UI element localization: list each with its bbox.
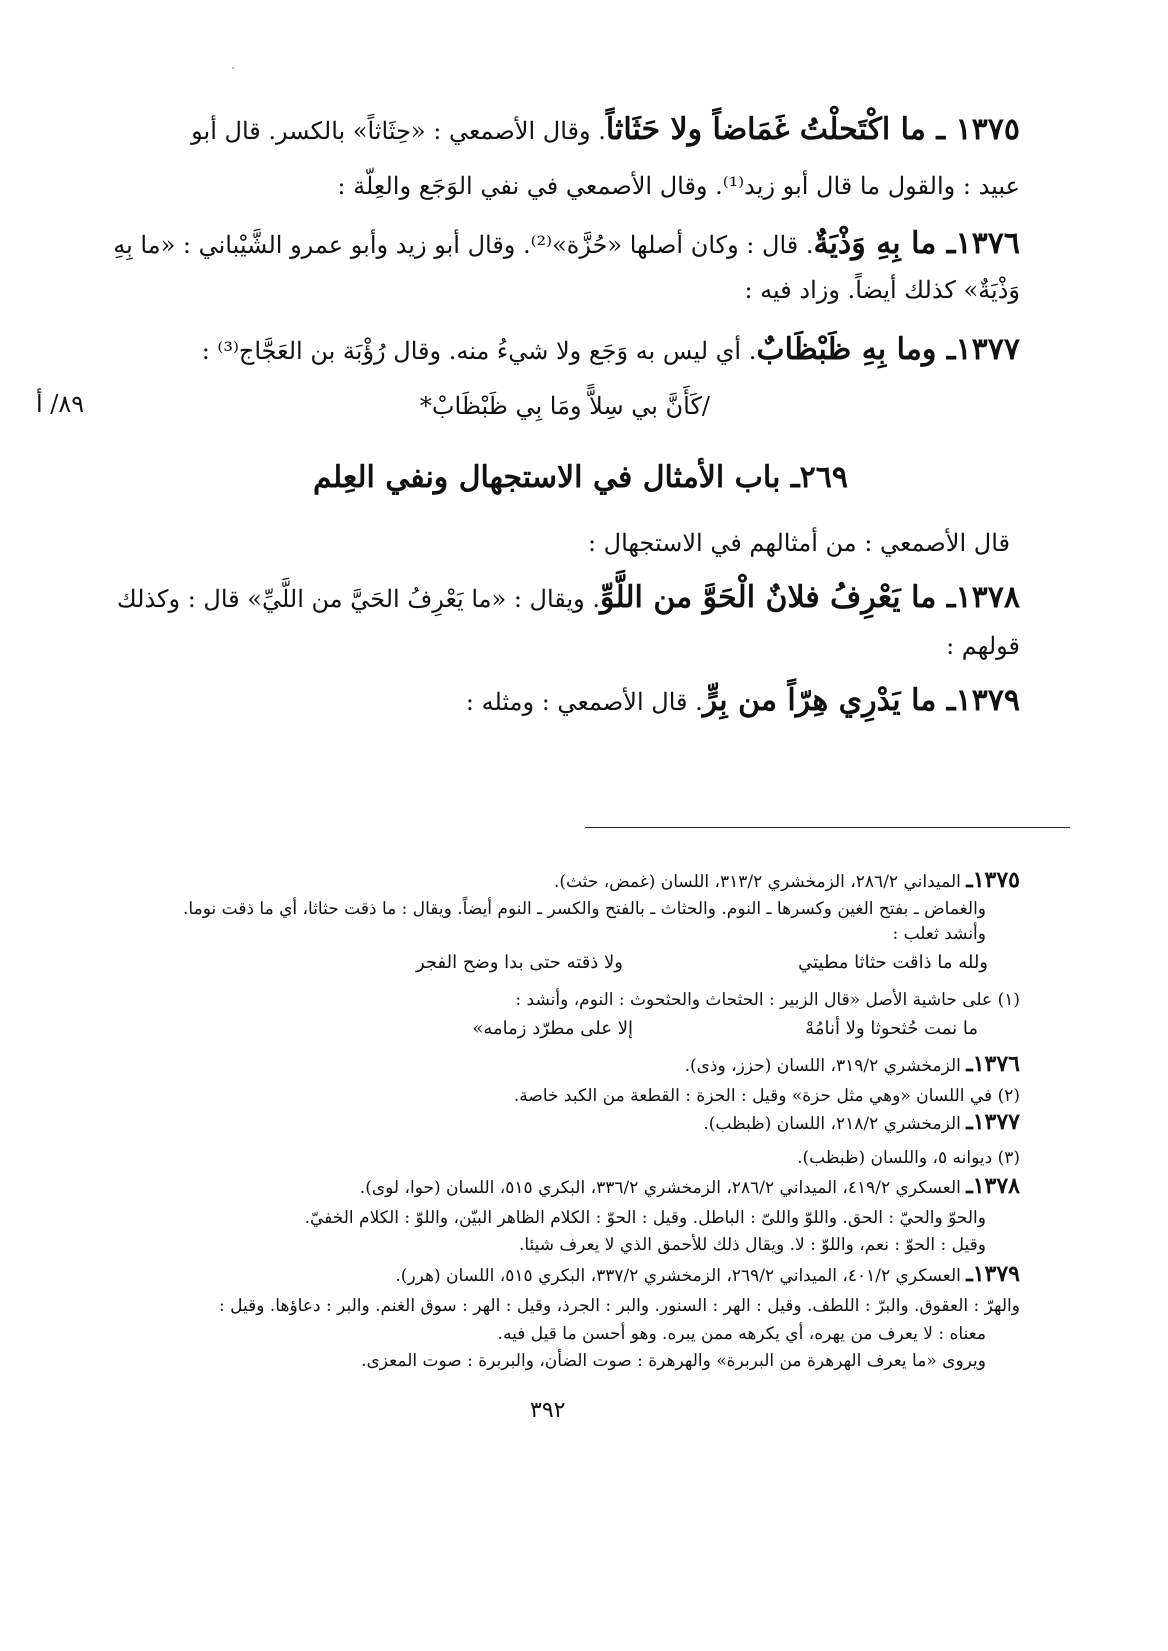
note-1377-line-1 xyxy=(703,1110,1020,1137)
note-1375-line-1 xyxy=(554,868,1020,895)
entry-1379-heading: ١٣٧٩ـ ما يَدْرِي هِرّاً من بِرٍّ xyxy=(702,683,1020,718)
note-1379-line-2: والهرّ : العقوق. والبرّ : اللطف. وقيل : الهر : السنور. والبر : الجرذ، وقيل : الهر : سوق الغنم. والبر : دعاؤها. وقيل : xyxy=(219,1296,1020,1316)
note-1379-line-3: معناه : لا يعرف من يهره، أي يكرهه ممن يبره. وهو أحسن ما قيل فيه. xyxy=(497,1324,986,1344)
note-1378-line-3: وقيل : الحوّ : نعم، واللوّ : لا. ويقال ذلك للأحمق الذي لا يعرف شيئا. xyxy=(518,1235,986,1255)
entry-1377-heading: ١٣٧٧ـ وما بِهِ ظَبْظَابٌ xyxy=(756,332,1020,367)
entry-1378-text: . ويقال : «ما يَعْرِفُ الحَيَّ من اللَّيِّ» قال : وكذلك xyxy=(116,585,600,613)
footnote-separator xyxy=(585,827,1070,828)
note-1375-verse-left: ولا ذقته حتى بدا وضح الفجر xyxy=(415,952,623,973)
entry-1375-heading: ١٣٧٥ ـ ما اكْتَحلْتُ غَمَاضاً ولا حَثَاثاً xyxy=(605,112,1020,147)
entry-1376-heading: ١٣٧٦ـ ما بِهِ وَذْيَةٌ xyxy=(813,226,1020,261)
footnote-1-line-1: (١) على حاشية الأصل «قال الزبير : الحثحاث والحثحوث : النوم، وأنشد : xyxy=(515,990,1020,1010)
entry-1379-line-1 xyxy=(466,683,1020,720)
intro-line: قال الأصمعي : من أمثالهم في الاستجهال : xyxy=(587,529,1010,557)
entry-1377-verse: /كَأَنَّ بي سِلاًّ ومَا بِي ظَبْظَابْ* xyxy=(419,392,710,420)
note-1379-line-4: ويروى «ما يعرف الهرهرة من البربرة» والهرهرة : صوت الضأن، والبربرة : صوت المعزى. xyxy=(361,1351,986,1371)
note-1379-line-1 xyxy=(395,1262,1020,1289)
entry-1378-heading: ١٣٧٨ـ ما يَعْرِفُ فلانٌ الْحَوَّ من اللَّوِّ xyxy=(599,580,1020,615)
entry-1378-line-1 xyxy=(117,580,1020,617)
note-1376-heading: ١٣٧٦ـ xyxy=(966,1051,1020,1077)
note-1376-line-1 xyxy=(685,1052,1020,1079)
footnote-1-verse-right: ما نمت حُثحوثا ولا أنامُهْ xyxy=(805,1018,978,1039)
page-number: ٣٩٢ xyxy=(530,1398,566,1423)
note-1379-heading: ١٣٧٩ـ xyxy=(966,1261,1020,1287)
note-1378-line-1 xyxy=(360,1174,1020,1201)
section-title: ٢٦٩ـ باب الأمثال في الاستجهال ونفي العِلم xyxy=(312,460,848,495)
note-1379-sources: العسكري ٤٠١/٢، الميداني ٢٦٩/٢، الزمخشري ٣٣٧/٢، البكري ٥١٥، اللسان (هرر). xyxy=(395,1266,961,1286)
note-1375-line-2: والغماض ـ بفتح الغين وكسرها ـ النوم. والحثاث ـ بالفتح والكسر ـ النوم أيضاً. ويقال : ما ذقت حثاثا، أي ما ذقت نوما. xyxy=(183,899,986,919)
note-1378-line-2: والحوّ والحيّ : الحق. واللوّ واللىّ : الباطل. وقيل : الحوّ : الكلام الظاهر البيّن، واللوّ : الكلام الخفيّ. xyxy=(304,1208,986,1228)
note-1378-sources: العسكري ٤١٩/٢، الميداني ٢٨٦/٢، الزمخشري ٣٣٦/٢، البكري ٥١٥، اللسان (حوا، لوى). xyxy=(359,1178,961,1198)
note-1377-sources: الزمخشري ٢١٨/٢، اللسان (ظبظب). xyxy=(703,1114,961,1134)
footnote-3: (٣) ديوانه ٥، واللسان (ظبظب). xyxy=(797,1148,1020,1168)
note-1376-sources: الزمخشري ٣١٩/٢، اللسان (حزز، وذى). xyxy=(684,1056,961,1076)
margin-folio-reference: ٨٩/ أ xyxy=(36,390,85,418)
entry-1375-text: . وقال الأصمعي : «حِثَاثاً» بالكسر. قال أبو xyxy=(191,117,606,145)
footnote-1-verse-left: إلا على مطرّد زمامه» xyxy=(472,1018,633,1039)
note-1378-heading: ١٣٧٨ـ xyxy=(966,1173,1020,1199)
entry-1375-line-2: عبيد : والقول ما قال أبو زيد⁽¹⁾. وقال الأصمعي في نفي الوَجَع والعِلّة : xyxy=(337,172,1020,200)
note-1375-line-3: وأنشد ثعلب : xyxy=(892,924,986,944)
note-1375-heading: ١٣٧٥ـ xyxy=(966,867,1020,893)
entry-1376-line-1 xyxy=(113,226,1020,263)
entry-1377-line-1 xyxy=(202,332,1020,369)
entry-1375-line-1 xyxy=(191,112,1020,149)
note-1375-verse-right: ولله ما ذاقت حثاثا مطيتي xyxy=(798,952,988,973)
scan-speck xyxy=(232,67,234,69)
entry-1376-line-2: وَذْيَةٌ» كذلك أيضاً. وزاد فيه : xyxy=(744,276,1020,304)
entry-1377-text: . أي ليس به وَجَع ولا شيءُ منه. وقال رُؤْبَة بن العَجَّاج⁽³⁾ : xyxy=(201,337,757,365)
entry-1379-text: . قال الأصمعي : ومثله : xyxy=(465,688,703,716)
entry-1378-line-2: قولهم : xyxy=(946,632,1020,660)
note-1377-heading: ١٣٧٧ـ xyxy=(966,1109,1020,1135)
footnote-2: (٢) في اللسان «وهي مثل حزة» وقيل : الحزة : القطعة من الكبد خاصة. xyxy=(513,1086,1020,1106)
note-1375-sources: الميداني ٢٨٦/٢، الزمخشري ٣١٣/٢، اللسان (غمض، حثث). xyxy=(553,872,961,892)
entry-1376-text: . قال : وكان أصلها «حُزَّة»⁽²⁾. وقال أبو زيد وأبو عمرو الشَّيْباني : «ما بِهِ xyxy=(113,231,814,259)
